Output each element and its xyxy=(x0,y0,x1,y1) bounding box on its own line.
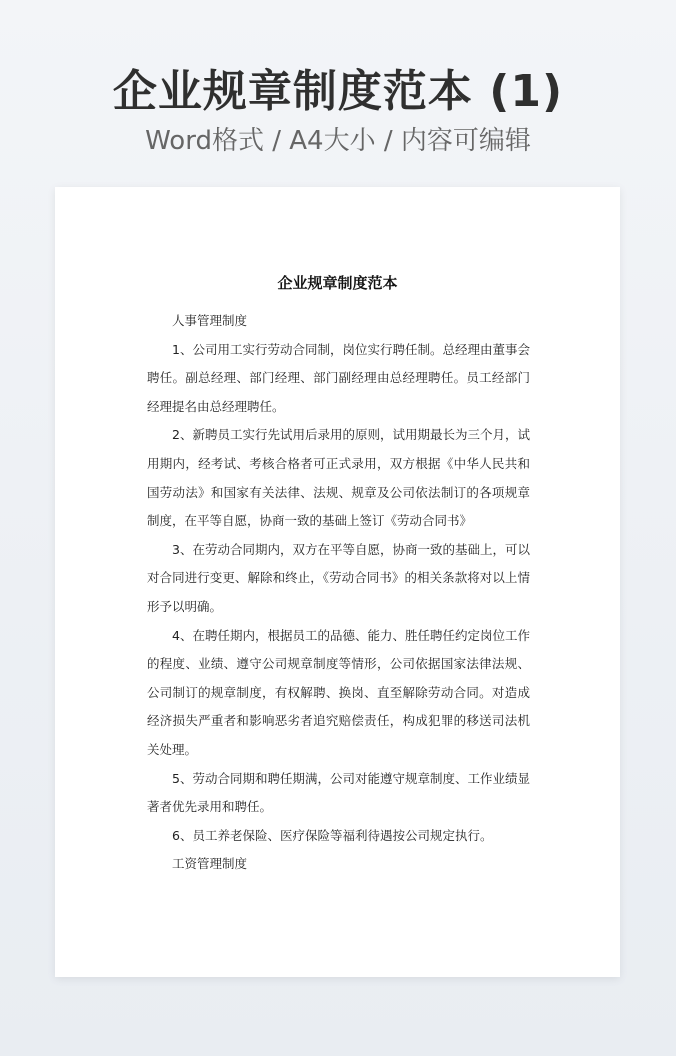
document-body xyxy=(147,307,530,879)
page-subtitle: Word格式 / A4大小 / 内容可编辑 xyxy=(145,126,531,156)
document-page xyxy=(55,187,620,977)
paragraph-5: 5、劳动合同期和聘任期满，公司对能遵守规章制度、工作业绩显著者优先录用和聘任。 xyxy=(147,770,530,815)
paragraph-1: 1、公司用工实行劳动合同制，岗位实行聘任制。总经理由董事会聘任。副总经理、部门经理、部门副经理由总经理聘任。员工经部门经理提名由总经理聘任。 xyxy=(147,341,530,414)
paragraph-3: 3、在劳动合同期内，双方在平等自愿，协商一致的基础上，可以对合同进行变更、解除和终止，《劳动合同书》的相关条款将对以上情形予以明确。 xyxy=(147,541,530,614)
page-header xyxy=(0,62,676,158)
document-title: 企业规章制度范本 xyxy=(277,274,398,292)
section-heading-salary: 工资管理制度 xyxy=(172,856,248,872)
paragraph-2: 2、新聘员工实行先试用后录用的原则，试用期最长为三个月，试用期内，经考试、考核合格者可正式录用，双方根据《中华人民共和国劳动法》和国家有关法律、法规、规章及公司依法制订的各项规章制度，在平等自愿，协商一致的基础上签订《劳动合同书》 xyxy=(147,427,530,529)
page-title: 企业规章制度范本 (1) xyxy=(112,66,564,117)
paragraph-4: 4、在聘任期内，根据员工的品德、能力、胜任聘任约定岗位工作的程度、业绩、遵守公司规章制度等情形，公司依据国家法律法规、公司制订的规章制度，有权解聘、换岗、直至解除劳动合同。对造成经济损失严重者和影响恶劣者追究赔偿责任，构成犯罪的移送司法机关处理。 xyxy=(147,627,530,757)
paragraph-6: 6、员工养老保险、医疗保险等福利待遇按公司规定执行。 xyxy=(172,827,493,843)
section-heading-hr: 人事管理制度 xyxy=(172,313,248,328)
